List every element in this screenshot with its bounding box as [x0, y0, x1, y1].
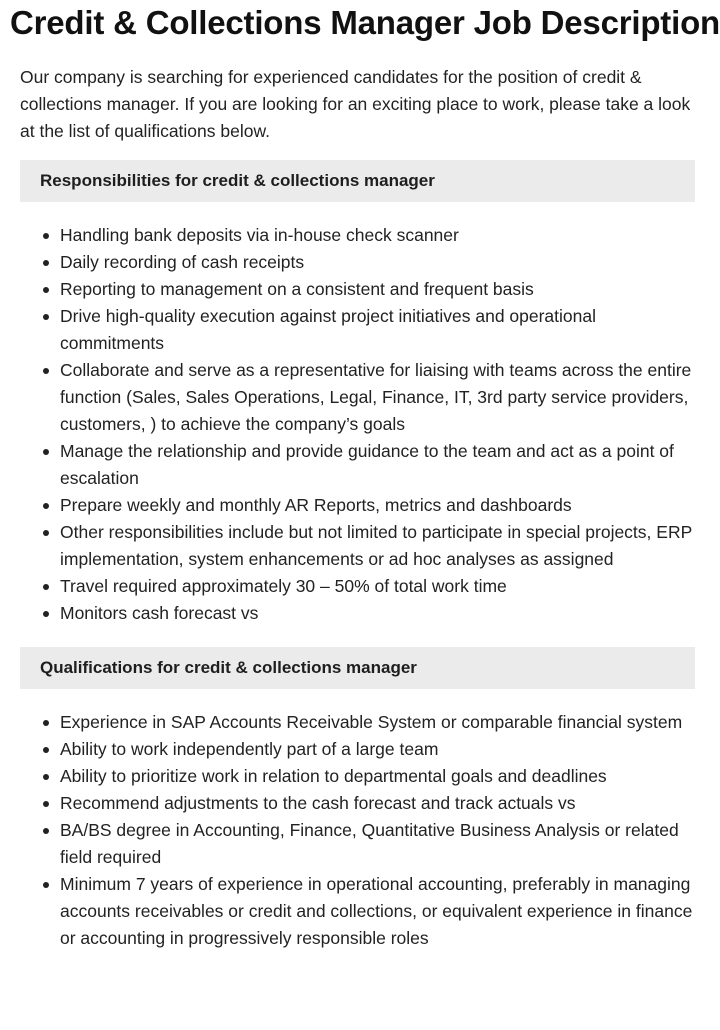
responsibilities-list — [0, 222, 700, 627]
qualifications-header — [20, 647, 695, 689]
qualifications-heading: Qualifications for credit & collections manager — [40, 658, 417, 677]
page-title: Credit & Collections Manager Job Description — [10, 4, 720, 41]
qualification-item: Minimum 7 years of experience in operational accounting, preferably in managing accounts receivables or credit and collections, or equivalent experience in finance or accounting in progressively responsible roles — [60, 871, 700, 952]
qualification-item: Ability to prioritize work in relation to departmental goals and deadlines — [60, 763, 700, 790]
responsibility-item: Other responsibilities include but not limited to participate in special projects, ERP implementation, system enhancements or ad hoc analyses as assigned — [60, 519, 700, 573]
qualification-item: BA/BS degree in Accounting, Finance, Quantitative Business Analysis or related field required — [60, 817, 700, 871]
responsibility-item: Monitors cash forecast vs — [60, 600, 700, 627]
responsibility-item: Prepare weekly and monthly AR Reports, metrics and dashboards — [60, 492, 700, 519]
qualification-item: Ability to work independently part of a large team — [60, 736, 700, 763]
responsibility-item: Handling bank deposits via in-house check scanner — [60, 222, 700, 249]
responsibility-item: Collaborate and serve as a representative for liaising with teams across the entire function (Sales, Sales Operations, Legal, Finance, IT, 3rd party service providers, customers, ) to achieve the company’s goals — [60, 357, 700, 438]
responsibility-item: Drive high-quality execution against project initiatives and operational commitments — [60, 303, 700, 357]
qualification-item: Recommend adjustments to the cash forecast and track actuals vs — [60, 790, 700, 817]
qualification-item: Experience in SAP Accounts Receivable System or comparable financial system — [60, 709, 700, 736]
responsibility-item: Manage the relationship and provide guidance to the team and act as a point of escalation — [60, 438, 700, 492]
responsibilities-heading: Responsibilities for credit & collections manager — [40, 171, 435, 190]
responsibilities-header — [20, 160, 695, 202]
intro-paragraph: Our company is searching for experienced candidates for the position of credit & collections manager. If you are looking for an exciting place to work, please take a look at the list of qualifications below. — [20, 67, 691, 141]
responsibility-item: Daily recording of cash receipts — [60, 249, 700, 276]
responsibility-item: Travel required approximately 30 – 50% of total work time — [60, 573, 700, 600]
qualifications-list — [0, 709, 700, 952]
responsibility-item: Reporting to management on a consistent and frequent basis — [60, 276, 700, 303]
